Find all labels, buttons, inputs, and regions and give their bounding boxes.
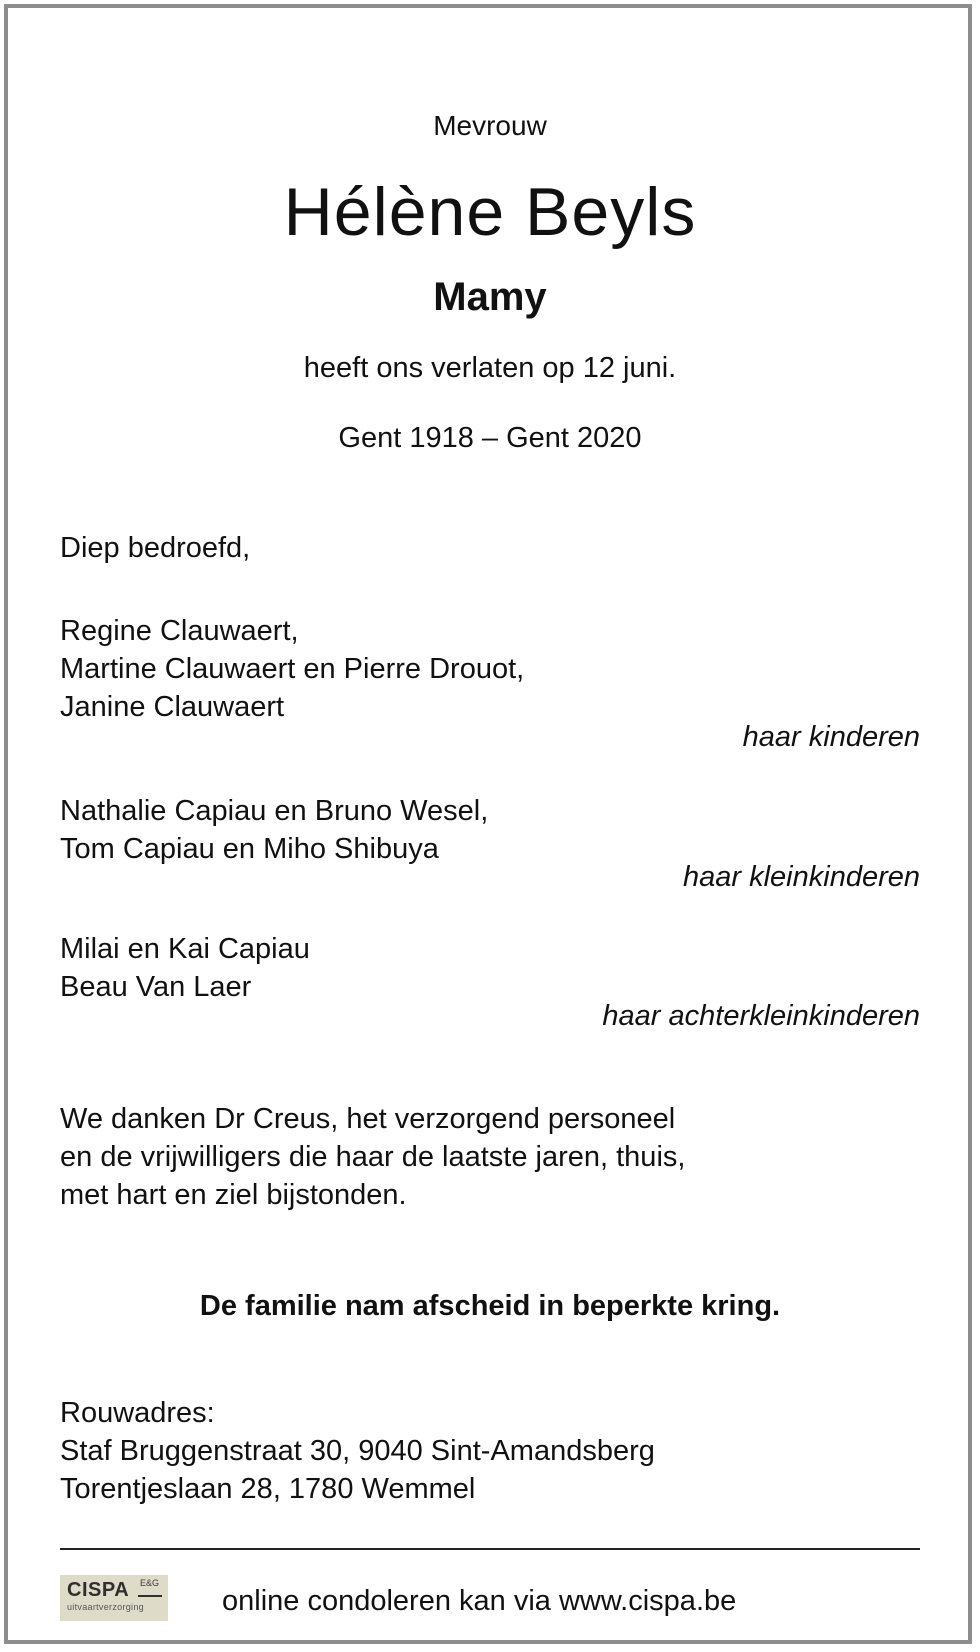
online-condolence-text: online condoleren kan via www.cispa.be <box>222 1585 737 1617</box>
list-item: Janine Clauwaert <box>60 691 285 723</box>
great-grandchildren-role-label: haar achterkleinkinderen <box>602 1000 920 1032</box>
logo-superscript: E&G <box>140 1578 160 1588</box>
departure-text: heeft ons verlaten op 12 juni. <box>303 352 677 384</box>
address-line: Staf Bruggenstraat 30, 9040 Sint-Amandsberg <box>60 1435 655 1467</box>
children-role-label: haar kinderen <box>742 721 920 753</box>
list-item: Regine Clauwaert, <box>60 615 299 647</box>
intro-text: Diep bedroefd, <box>60 532 251 564</box>
thanks-paragraph <box>60 1100 685 1214</box>
footer-divider <box>60 1548 920 1550</box>
thanks-line: met hart en ziel bijstonden. <box>60 1179 407 1211</box>
deceased-name: Hélène Beyls <box>283 174 697 250</box>
logo-rule <box>138 1595 162 1597</box>
logo-brand: CISPA <box>67 1579 130 1601</box>
address-label: Rouwadres: <box>60 1397 215 1429</box>
mourning-address <box>60 1394 655 1508</box>
thanks-line: We danken Dr Creus, het verzorgend personeel <box>60 1103 676 1135</box>
list-item: Nathalie Capiau en Bruno Wesel, <box>60 795 489 827</box>
great-grandchildren-list <box>60 930 310 1006</box>
list-item: Milai en Kai Capiau <box>60 933 310 965</box>
logo-tagline: uitvaartverzorging <box>67 1602 144 1612</box>
list-item: Tom Capiau en Miho Shibuya <box>60 833 439 865</box>
salutation: Mevrouw <box>433 110 547 141</box>
birth-death-places: Gent 1918 – Gent 2020 <box>338 422 642 454</box>
thanks-line: en de vrijwilligers die haar de laatste jaren, thuis, <box>60 1141 686 1173</box>
address-line: Torentjeslaan 28, 1780 Wemmel <box>60 1473 476 1505</box>
grandchildren-role-label: haar kleinkinderen <box>683 861 920 893</box>
children-list <box>60 612 524 726</box>
farewell-notice: De familie nam afscheid in beperkte kring. <box>199 1290 781 1322</box>
cispa-logo <box>60 1575 168 1621</box>
list-item: Beau Van Laer <box>60 971 252 1003</box>
list-item: Martine Clauwaert en Pierre Drouot, <box>60 653 525 685</box>
nickname: Mamy <box>433 275 547 319</box>
grandchildren-list <box>60 792 488 868</box>
